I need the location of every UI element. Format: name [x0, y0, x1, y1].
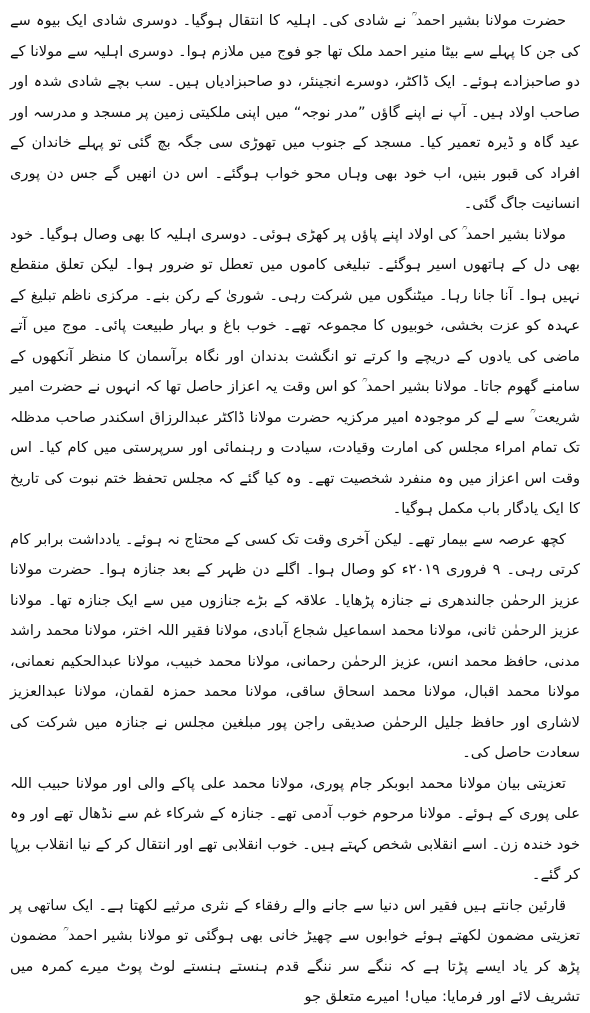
paragraph-condolence: تعزیتی بیان مولانا محمد ابوبکر جام پوری، مولانا محمد علی پاکے والی اور مولانا حبیب اللہ علی پوری کے ہوئے۔ مولانا مرحوم خوب آدمی تھے۔ جنازہ کے شرکاء غم سے نڈھال تھے اور وہ خود خندہ زن۔ اسے انقلابی شخص کہتے ہیں۔ خوب انقلابی تھے اور انتقال کر کے نیا انقلاب برپا کر گئے۔	[10, 774, 580, 883]
paragraph-passing: کچھ عرصہ سے بیمار تھے۔ لیکن آخری وقت تک کسی کے محتاج نہ ہوئے۔ یادداشت برابر کام کرتی رہی۔ ۹ فروری ۲۰۱۹ء کو وصال ہوا۔ اگلے دن ظہر کے بعد جنازہ ہوا۔ حضرت مولانا عزیز الرحمٰن جالندھری نے جنازہ پڑھایا۔ علاقہ کے بڑے جنازوں میں سے ایک جنازہ تھا۔ مولانا عزیز الرحمٰن ثانی، مولانا محمد اسماعیل شجاع آبادی، مولانا فقیر اللہ اختر، مولانا محمد راشد مدنی، حافظ محمد انس، عزیز الرحمٰن رحمانی، مولانا محمد خبیب، مولانا عبدالحکیم نعمانی، مولانا محمد اقبال، مولانا محمد اسحاق ساقی، مولانا محمد حمزہ لقمان، مولانا عبدالعزیز لاشاری اور حافظ جلیل الرحمٰن صدیقی راجن پور مبلغین مجلس نے جنازہ میں شرکت کی سعادت حاصل کی۔	[10, 530, 580, 761]
paragraph-memory: قارئین جانتے ہیں فقیر اس دنیا سے جانے والے رفقاء کے نثری مرثیے لکھتا ہے۔ ایک ساتھی پر تعزیتی مضمون لکھتے ہوئے خوابوں سے چھیڑ خانی بھی ہوگئی تو مولانا بشیر احمد ؒ مضمون پڑھ کر یاد ایسے پڑتا ہے کہ ننگے سر ننگے قدم ہنستے ہنستے لوٹ پوٹ میرے کمرہ میں تشریف لائے اور فرمایا: میاں! امیرے متعلق جو	[10, 896, 580, 1005]
paragraph-service: مولانا بشیر احمد ؒ کی اولاد اپنے پاؤں پر کھڑی ہوئی۔ دوسری اہلیہ کا بھی وصال ہوگیا۔ خود بھی دل کے ہاتھوں اسیر ہوگئے۔ تبلیغی کاموں میں تعطل تو ضرور ہوا۔ لیکن تعلق منقطع نہیں ہوا۔ آنا جانا رہا۔ میٹنگوں میں شرکت رہی۔ شوریٰ کے رکن بنے۔ مرکزی ناظم تبلیغ کے عہدہ کو عزت بخشی، خوبیوں کا مجموعہ تھے۔ خوب باغ و بہار طبیعت پائی۔ موج میں آتے ماضی کی یادوں کے دریچے وا کرتے تو انگشت بدندان اور نگاہ برآسمان کا منظر آنکھوں کے سامنے گھوم جاتا۔ مولانا بشیر احمد ؒ کو اس وقت یہ اعزاز حاصل تھا کہ انہوں نے حضرت امیر شریعت ؒ سے لے کر موجودہ امیر مرکزیہ حضرت مولانا ڈاکٹر عبدالرزاق اسکندر صاحب مدظلہ تک تمام امراء مجلس کی امارت وقیادت، سیادت و رہنمائی اور سرپرستی میں کام کیا۔ اس وقت اس اعزاز میں وہ منفرد شخصیت تھے۔ وہ کیا گئے کہ مجلس تحفظ ختم نبوت کی تاریخ کا ایک یادگار باب مکمل ہوگیا۔	[10, 225, 580, 517]
paragraph-family: حضرت مولانا بشیر احمد ؒ نے شادی کی۔ اہلیہ کا انتقال ہوگیا۔ دوسری شادی ایک بیوہ سے کی جن کا پہلے سے بیٹا منیر احمد ملک تھا جو فوج میں ملازم ہوا۔ دوسری اہلیہ سے مولانا کے دو صاحبزادے ہوئے۔ ایک ڈاکٹر، دوسرے انجینئر، دو صاحبزادیاں ہیں۔ سب بچے شادی شدہ اور صاحب اولاد ہیں۔ آپ نے اپنے گاؤں ”مدر نوجہ“ میں اپنی ملکیتی زمین پر مسجد و مدرسہ اور عید گاہ و ڈیرہ تعمیر کیا۔ مسجد کے جنوب میں تھوڑی سی جگہ بچ گئی تو پہلے خاندان کے افراد کی قبور بنیں، اب خود بھی وہاں محو خواب ہوگئے۔ اس دن انھیں گے جس دن پوری انسانیت جاگ گئی۔	[10, 12, 580, 212]
